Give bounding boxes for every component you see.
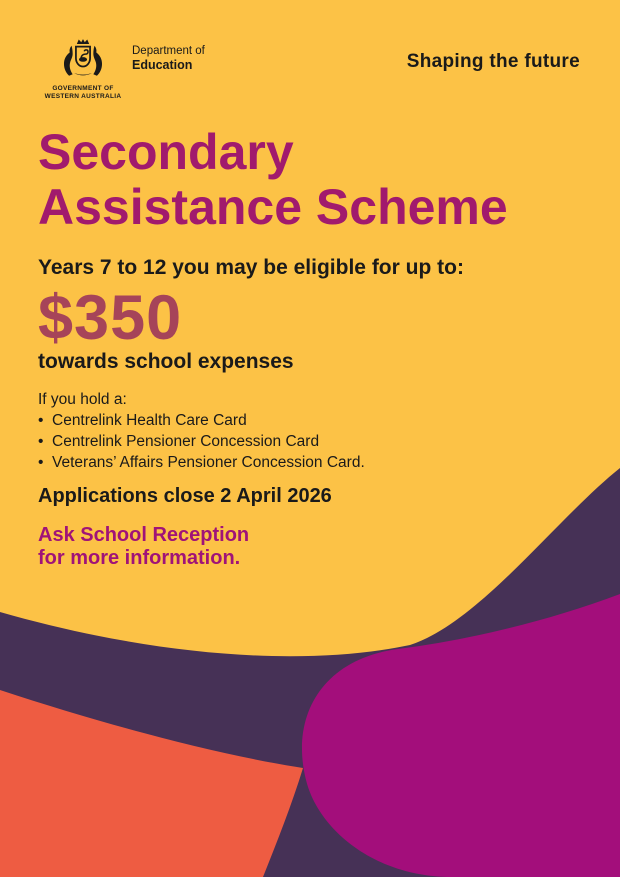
- wa-coat-of-arms-icon: [54, 36, 112, 82]
- bullet-icon: •: [38, 412, 44, 429]
- title-line-2: Assistance Scheme: [38, 179, 508, 235]
- condition-text: Veterans’ Affairs Pensioner Concession Card.: [52, 454, 365, 471]
- header: [44, 36, 580, 101]
- kangaroo-right-icon: [93, 46, 102, 76]
- amount-value: $350: [38, 283, 183, 353]
- crest-block: [44, 36, 122, 101]
- department-name: [132, 44, 205, 72]
- list-item: [38, 452, 583, 473]
- cta-line-1: Ask School Reception: [38, 524, 250, 546]
- shield-outline: [76, 47, 90, 67]
- page-title: [38, 125, 583, 235]
- eligibility-line: Years 7 to 12 you may be eligible for up to:: [38, 256, 464, 279]
- poster-content: [38, 125, 583, 570]
- amount-caption: towards school expenses: [38, 350, 294, 373]
- deadline-line: Applications close 2 April 2026: [38, 485, 332, 507]
- crown-icon: [77, 39, 89, 44]
- base-mound: [74, 73, 92, 75]
- government-of-label: GOVERNMENT OF: [52, 85, 114, 92]
- tagline: Shaping the future: [406, 51, 580, 72]
- swan-neck: [81, 50, 88, 59]
- western-australia-label: WESTERN AUSTRALIA: [44, 93, 122, 100]
- swan-body: [79, 57, 87, 62]
- department-of-label: Department of: [132, 45, 205, 57]
- education-label: Education: [132, 58, 193, 72]
- bullet-icon: •: [38, 433, 44, 450]
- wa-government-logo: [44, 36, 205, 101]
- conditions-intro: If you hold a:: [38, 391, 127, 408]
- conditions-list: [38, 389, 583, 473]
- kangaroo-left-icon: [64, 46, 73, 76]
- condition-text: Centrelink Health Care Card: [52, 412, 247, 429]
- list-item: [38, 431, 583, 452]
- cta-line-2: for more information.: [38, 547, 241, 569]
- list-item: [38, 410, 583, 431]
- bullet-icon: •: [38, 454, 44, 471]
- cta-text: [38, 524, 583, 570]
- condition-text: Centrelink Pensioner Concession Card: [52, 433, 320, 450]
- title-line-1: Secondary: [38, 124, 294, 180]
